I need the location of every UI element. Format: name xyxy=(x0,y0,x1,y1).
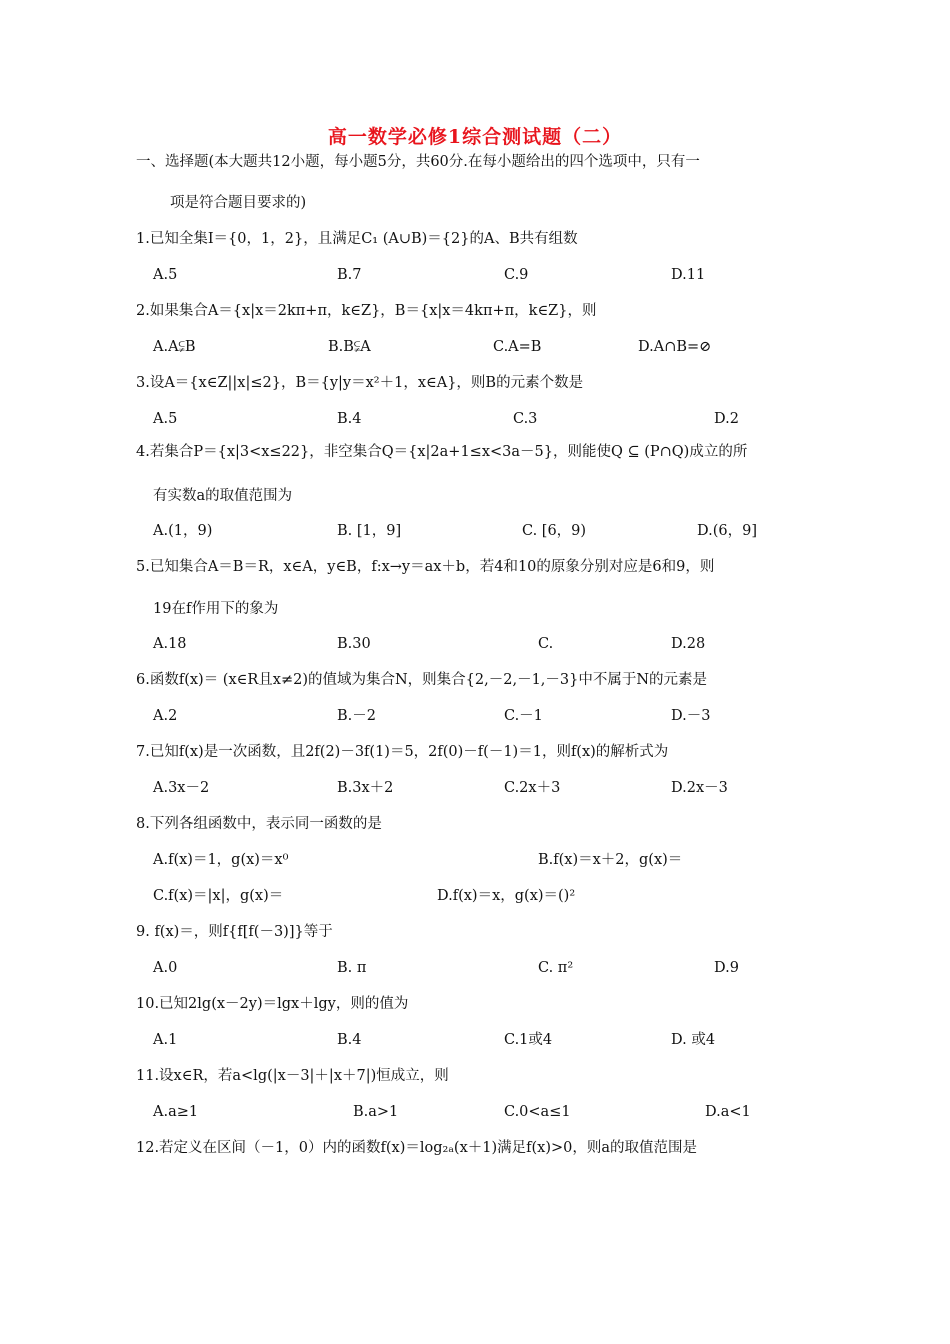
q4-option-b: B. [1，9] xyxy=(337,523,402,539)
q4-option-a: A.(1，9) xyxy=(153,523,213,539)
question-10: 10.已知2lg(x－2y)＝lgx＋lgy，则的值为 xyxy=(136,996,409,1012)
q7-option-b: B.3x＋2 xyxy=(337,780,394,796)
q6-option-b: B.－2 xyxy=(337,708,376,724)
q4-option-c: C. [6，9) xyxy=(522,523,587,539)
q3-option-b: B.4 xyxy=(337,411,362,427)
question-2: 2.如果集合A＝{x|x＝2kπ+π，k∈Z}，B＝{x|x＝4kπ+π，k∈Z}，则 xyxy=(136,303,597,319)
q8-option-b: B.f(x)＝x＋2，g(x)＝ xyxy=(538,852,683,868)
q3-option-c: C.3 xyxy=(513,411,538,427)
q2-option-b: B.B⫋A xyxy=(328,339,371,355)
question-6: 6.函数f(x)＝ (x∈R且x≠2)的值域为集合N，则集合{2,－2,－1,－3}中不属于N的元素是 xyxy=(136,672,708,688)
q6-option-a: A.2 xyxy=(153,708,178,724)
q7-option-d: D.2x－3 xyxy=(671,780,728,796)
q8-option-c: C.f(x)＝|x|，g(x)＝ xyxy=(153,888,284,904)
q5-option-b: B.30 xyxy=(337,636,371,652)
question-11: 11.设x∈R，若a<lg(|x－3|＋|x＋7|)恒成立，则 xyxy=(136,1068,449,1084)
question-5-cont: 19在f作用下的象为 xyxy=(153,601,279,617)
question-4: 4.若集合P＝{x|3<x≤22}，非空集合Q＝{x|2a+1≤x<3a－5}，则能使Q ⊆ (P∩Q)成立的所 xyxy=(136,444,748,460)
q11-option-c: C.0<a≤1 xyxy=(504,1104,571,1120)
q9-option-a: A.0 xyxy=(153,960,178,976)
q11-option-d: D.a<1 xyxy=(705,1104,751,1120)
question-12: 12.若定义在区间（－1，0）内的函数f(x)＝log₂ₐ(x＋1)满足f(x)>0，则a的取值范围是 xyxy=(136,1140,698,1156)
question-8: 8.下列各组函数中，表示同一函数的是 xyxy=(136,816,382,832)
q8-option-a: A.f(x)＝1，g(x)＝x⁰ xyxy=(153,852,289,868)
q5-option-d: D.28 xyxy=(671,636,706,652)
question-1: 1.已知全集I＝{0，1，2}，且满足C₁ (A∪B)＝{2}的A、B共有组数 xyxy=(136,231,578,247)
q1-option-b: B.7 xyxy=(337,267,362,283)
q7-option-c: C.2x＋3 xyxy=(504,780,561,796)
q11-option-a: A.a≥1 xyxy=(153,1104,199,1120)
q6-option-d: D.－3 xyxy=(671,708,711,724)
q3-option-a: A.5 xyxy=(153,411,178,427)
q10-option-d: D. 或4 xyxy=(671,1032,716,1048)
section-heading: 一、选择题(本大题共12小题，每小题5分，共60分.在每小题给出的四个选项中，只有一 xyxy=(136,154,700,170)
q9-option-b: B. π xyxy=(337,960,367,976)
question-7: 7.已知f(x)是一次函数，且2f(2)－3f(1)＝5，2f(0)－f(－1)＝1，则f(x)的解析式为 xyxy=(136,744,669,760)
q10-option-a: A.1 xyxy=(153,1032,178,1048)
question-9: 9. f(x)＝，则f{f[f(－3)]}等于 xyxy=(136,924,333,940)
page-title: 高一数学必修1综合测试题（二） xyxy=(327,126,623,148)
q1-option-a: A.5 xyxy=(153,267,178,283)
q2-option-d: D.A∩B=⊘ xyxy=(638,339,712,355)
q3-option-d: D.2 xyxy=(714,411,739,427)
q10-option-c: C.1或4 xyxy=(504,1032,553,1048)
section-heading-cont: 项是符合题目要求的) xyxy=(170,195,307,211)
q8-option-d: D.f(x)＝x，g(x)＝()² xyxy=(437,888,576,904)
question-4-cont: 有实数a的取值范围为 xyxy=(153,488,293,504)
q2-option-a: A.A⫋B xyxy=(153,339,196,355)
q9-option-d: D.9 xyxy=(714,960,739,976)
q9-option-c: C. π² xyxy=(538,960,574,976)
question-3: 3.设A＝{x∈Z||x|≤2}，B＝{y|y＝x²＋1，x∈A}，则B的元素个数是 xyxy=(136,375,584,391)
q10-option-b: B.4 xyxy=(337,1032,362,1048)
q1-option-d: D.11 xyxy=(671,267,706,283)
q2-option-c: C.A=B xyxy=(493,339,542,355)
q4-option-d: D.(6，9] xyxy=(697,523,757,539)
q1-option-c: C.9 xyxy=(504,267,529,283)
question-5: 5.已知集合A＝B＝R，x∈A，y∈B，f:x→y＝ax＋b，若4和10的原象分别对应是6和9，则 xyxy=(136,559,715,575)
q5-option-a: A.18 xyxy=(153,636,187,652)
q6-option-c: C.－1 xyxy=(504,708,543,724)
q7-option-a: A.3x－2 xyxy=(153,780,210,796)
q11-option-b: B.a>1 xyxy=(353,1104,399,1120)
q5-option-c: C. xyxy=(538,636,554,652)
